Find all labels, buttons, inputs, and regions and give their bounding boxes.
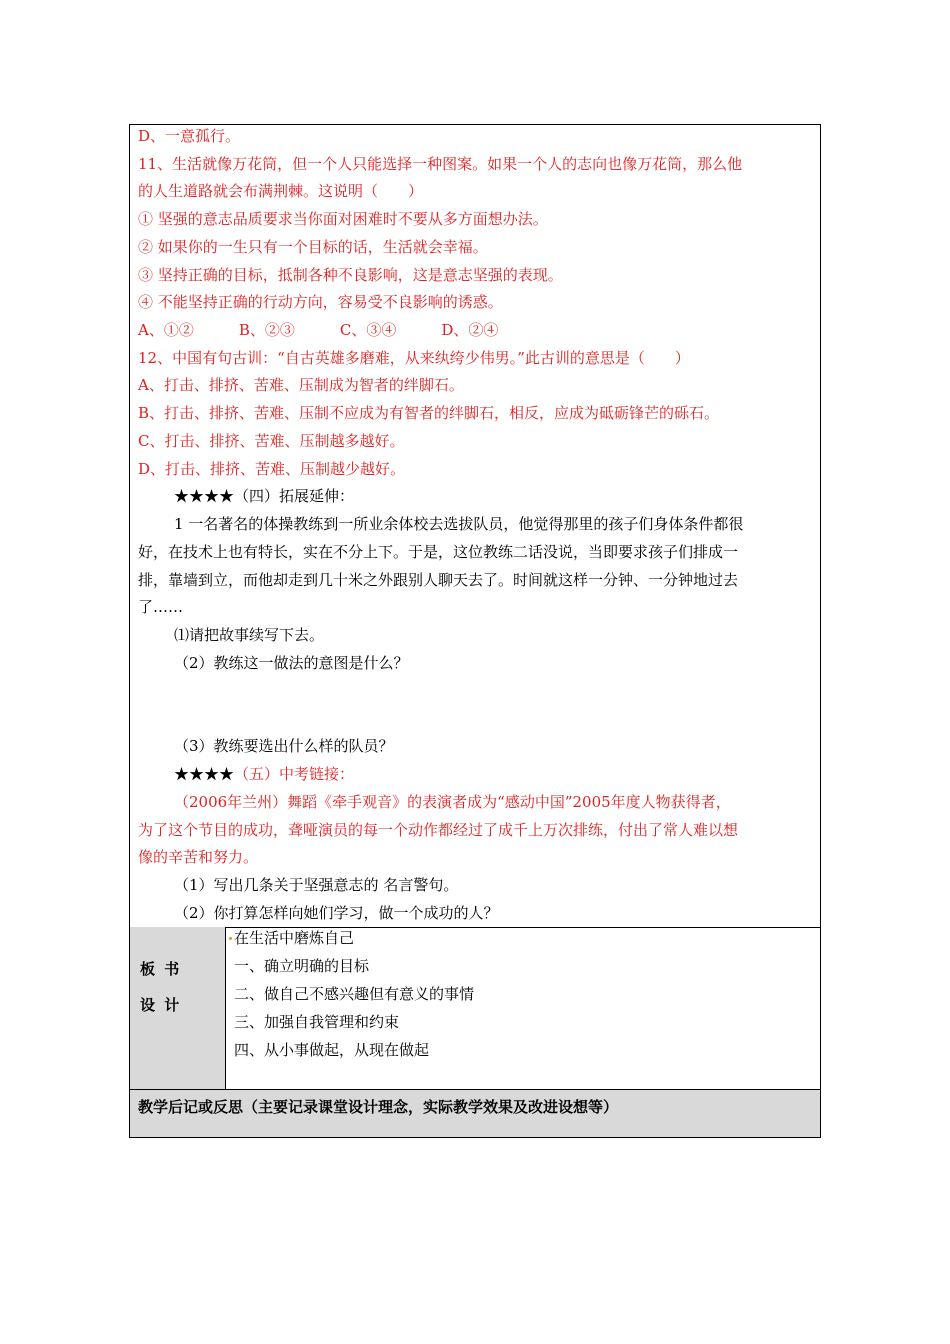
blackboard-item: 一、确立明确的目标 [234,957,370,975]
reflection-label: 教学后记或反思（主要记录课堂设计理念，实际教学效果及改进设想等） [138,1098,619,1116]
content-line: B、打击、排挤、苦难、压制不应成为有智者的绊脚石，相反，应成为砥砺锋芒的砾石。 [138,404,720,422]
blackboard-label-line1: 板 书 [140,960,182,978]
blackboard-item: 三、加强自我管理和约束 [234,1013,400,1031]
content-line: ★★★★（四）拓展延伸： [174,487,355,505]
blackboard-item: 二、做自己不感兴趣但有意义的事情 [234,985,475,1003]
content-line: ⑴请把故事续写下去。 [174,626,325,644]
blackboard-label-line2: 设 计 [140,996,182,1014]
content-line: 11、生活就像万花筒，但一个人只能选择一种图案。如果一个人的志向也像万花筒，那么他 [138,155,743,173]
content-line: 12、中国有句古训：“自古英雄多磨难，从来纨绔少伟男。”此古训的意思是（ ） [138,349,690,367]
content-line: 好，在技术上也有特长，实在不分上下。于是，这位教练二话没说，当即要求孩子们排成一 [138,543,739,561]
anchor-mark [229,937,232,940]
content-line: 了…… [138,598,184,616]
content-line: A、打击、排挤、苦难、压制成为智者的绊脚石。 [138,376,464,394]
content-line: ③ 坚持正确的目标，抵制各种不良影响，这是意志坚强的表现。 [138,266,563,284]
content-line: （2）你打算怎样向她们学习，做一个成功的人？ [174,904,499,922]
content-line: （1）写出几条关于坚强意志的 名言警句。 [174,876,459,894]
content-line: （2）教练这一做法的意图是什么？ [174,654,409,672]
blackboard-content-cell [226,927,820,1089]
blackboard-label-cell [130,927,226,1089]
content-line: D、一意孤行。 [138,127,241,145]
blackboard-title: 在生活中磨炼自己 [234,929,355,947]
reflection-row [130,1090,820,1137]
content-line: D、打击、排挤、苦难、压制越少越好。 [138,460,406,478]
blackboard-design-row [130,927,820,1090]
content-line: 的人生道路就会布满荆棘。这说明（ ） [138,182,424,200]
content-line: 为了这个节目的成功，聋哑演员的每一个动作都经过了成千上万次排练，付出了常人难以想 [138,821,739,839]
content-line: （2006年兰州）舞蹈《牵手观音》的表演者成为“感动中国”2005年度人物获得者， [174,793,731,811]
star-rating: ★★★★ [174,765,235,783]
content-line: ① 坚强的意志品质要求当你面对困难时不要从多方面想办法。 [138,210,548,228]
content-line: A、①② B、②③ C、③④ D、②④ [138,321,499,339]
content-line: C、打击、排挤、苦难、压制越多越好。 [138,432,405,450]
content-line: ④ 不能坚持正确的行动方向，容易受不良影响的诱惑。 [138,293,503,311]
content-line: 像的辛苦和努力。 [138,848,259,866]
content-line: ② 如果你的一生只有一个目标的话，生活就会幸福。 [138,238,488,256]
content-line: （3）教练要选出什么样的队员？ [174,737,394,755]
section-heading: （五）中考链接： [234,765,355,783]
content-line: 1 一名著名的体操教练到一所业余体校去选拔队员，他觉得那里的孩子们身体条件都很 [174,515,744,533]
exercise-content-cell [130,125,820,928]
lesson-plan-table [129,124,821,1138]
blackboard-item: 四、从小事做起，从现在做起 [234,1041,430,1059]
content-line: 排，靠墙到立，而他却走到几十米之外跟别人聊天去了。时间就这样一分钟、一分钟地过去 [138,571,739,589]
content-line [174,765,354,783]
